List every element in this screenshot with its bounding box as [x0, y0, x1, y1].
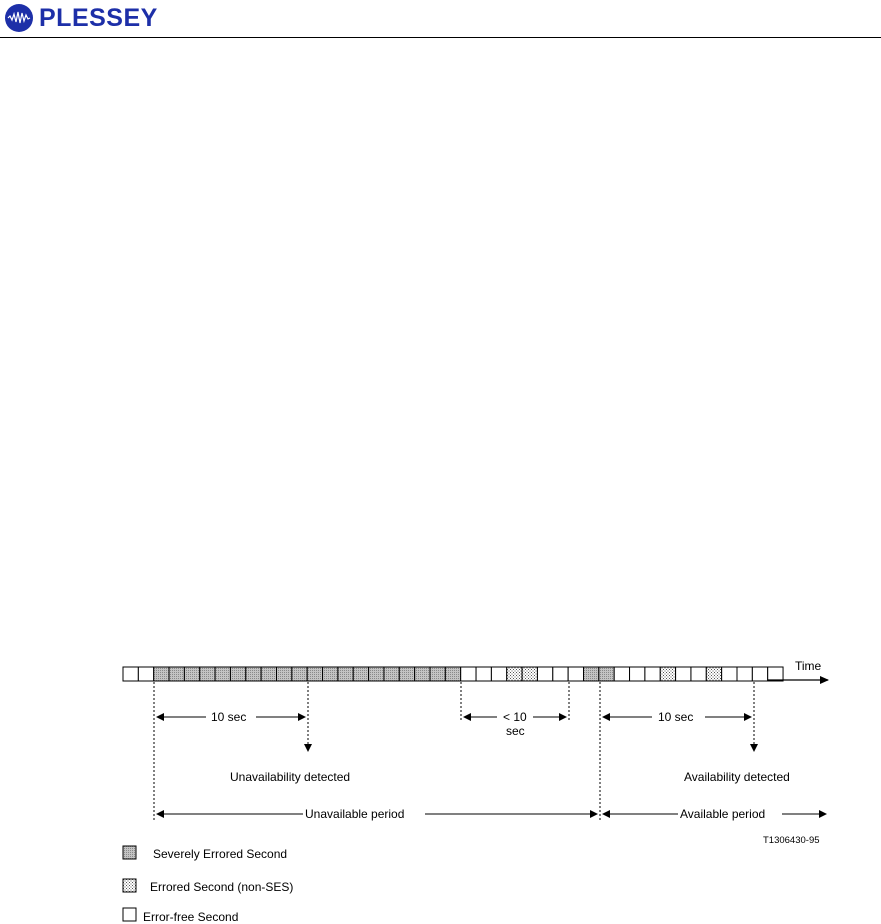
- second-cell-ses: [261, 667, 276, 681]
- interval-right-arrow-left: [602, 713, 610, 721]
- second-cell-ses: [445, 667, 460, 681]
- legend-swatch-ef: [123, 908, 136, 921]
- second-cell-ef: [737, 667, 752, 681]
- interval-middle-arrow-right: [559, 713, 567, 721]
- unavailability-detected-label: Unavailability detected: [230, 770, 351, 784]
- interval-right-label: 10 sec: [658, 710, 694, 724]
- second-cell-ef: [138, 667, 153, 681]
- time-label: Time: [795, 659, 822, 673]
- second-cell-ef: [676, 667, 691, 681]
- second-cell-ses: [338, 667, 353, 681]
- unavailable-period-label: Unavailable period: [305, 807, 405, 821]
- unavailable-period-arrow-right: [590, 810, 598, 818]
- interval-left-label: 10 sec: [211, 710, 247, 724]
- second-cell-ses: [584, 667, 599, 681]
- availability-arrow-icon: [750, 744, 758, 752]
- interval-middle-label-1: < 10: [503, 710, 527, 724]
- second-cell-ef: [630, 667, 645, 681]
- second-cell-es: [522, 667, 537, 681]
- second-cell-ef: [537, 667, 552, 681]
- second-cell-ef: [123, 667, 138, 681]
- seconds-timeline: [123, 667, 783, 681]
- interval-middle-label-2: sec: [506, 724, 525, 738]
- second-cell-ses: [215, 667, 230, 681]
- second-cell-ses: [184, 667, 199, 681]
- second-cell-ses: [384, 667, 399, 681]
- second-cell-ef: [491, 667, 506, 681]
- unavailability-arrow-icon: [304, 744, 312, 752]
- second-cell-ses: [307, 667, 322, 681]
- second-cell-ef: [752, 667, 767, 681]
- legend: [123, 846, 293, 924]
- legend-swatch-ses: [123, 846, 136, 859]
- second-cell-ef: [476, 667, 491, 681]
- legend-label-ses: Severely Errored Second: [153, 847, 288, 861]
- interval-left-arrow-right: [298, 713, 306, 721]
- second-cell-ef: [768, 667, 783, 681]
- second-cell-ses: [292, 667, 307, 681]
- second-cell-ses: [230, 667, 245, 681]
- second-cell-ef: [553, 667, 568, 681]
- legend-label-es: Errored Second (non-SES): [150, 880, 294, 894]
- second-cell-ses: [246, 667, 261, 681]
- available-period-label: Available period: [680, 807, 766, 821]
- second-cell-ses: [399, 667, 414, 681]
- second-cell-ef: [568, 667, 583, 681]
- second-cell-es: [507, 667, 522, 681]
- second-cell-ses: [169, 667, 184, 681]
- second-cell-ef: [645, 667, 660, 681]
- legend-label-ef: Error-free Second: [143, 910, 239, 924]
- company-name: PLESSEY: [39, 4, 158, 32]
- second-cell-ses: [323, 667, 338, 681]
- second-cell-ses: [369, 667, 384, 681]
- time-axis-arrowhead: [820, 676, 829, 684]
- second-cell-ses: [415, 667, 430, 681]
- interval-middle-arrow-left: [463, 713, 471, 721]
- second-cell-es: [660, 667, 675, 681]
- available-period-arrow-left: [602, 810, 610, 818]
- second-cell-es: [706, 667, 721, 681]
- interval-left-arrow-left: [156, 713, 164, 721]
- unavailable-period-arrow-left: [156, 810, 164, 818]
- second-cell-ses: [154, 667, 169, 681]
- interval-right-arrow-right: [744, 713, 752, 721]
- second-cell-ses: [430, 667, 445, 681]
- available-period-arrow-right: [819, 810, 827, 818]
- second-cell-ef: [461, 667, 476, 681]
- availability-detected-label: Availability detected: [684, 770, 790, 784]
- second-cell-ef: [722, 667, 737, 681]
- second-cell-ses: [277, 667, 292, 681]
- second-cell-ses: [353, 667, 368, 681]
- second-cell-ses: [200, 667, 215, 681]
- figure-code: T1306430-95: [763, 835, 820, 846]
- second-cell-ef: [614, 667, 629, 681]
- second-cell-ef: [691, 667, 706, 681]
- second-cell-ses: [599, 667, 614, 681]
- legend-swatch-es: [123, 879, 136, 892]
